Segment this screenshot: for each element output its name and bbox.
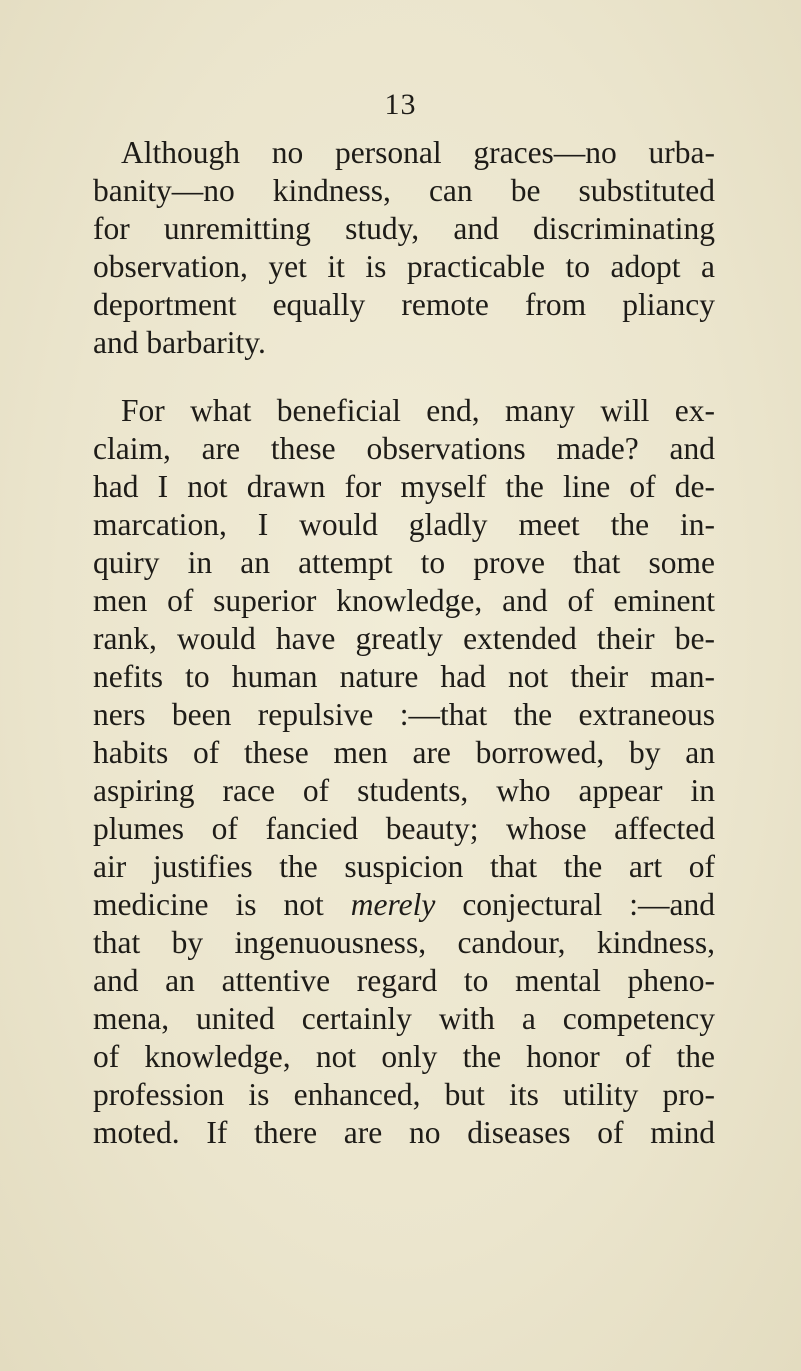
text-line: For what beneficial end, many will ex- [121, 393, 715, 428]
text-line: ners been repulsive :—that the extraneous [93, 697, 715, 732]
text-line: rank, would have greatly extended their be- [93, 621, 715, 656]
text-segment: medicine is not [93, 887, 351, 922]
text-line: and an attentive regard to mental pheno- [93, 963, 715, 998]
text-line: habits of these men are borrowed, by an [93, 735, 715, 770]
text-line: aspiring race of students, who appear in [93, 773, 715, 808]
paragraph-2 [93, 392, 715, 1152]
text-line-with-emphasis [93, 886, 715, 924]
text-line: nefits to human nature had not their man- [93, 659, 715, 694]
text-line: for unremitting study, and discriminating [93, 211, 715, 246]
text-line: claim, are these observations made? and [93, 431, 715, 466]
text-line: deportment equally remote from pliancy [93, 287, 715, 322]
text-line: marcation, I would gladly meet the in- [93, 507, 715, 542]
page-number: 13 [384, 88, 417, 121]
emphasized-word: merely [350, 887, 436, 922]
text-line: that by ingenuousness, candour, kindness, [93, 925, 715, 960]
text-line: moted. If there are no diseases of mind [93, 1115, 715, 1150]
paragraph-1 [93, 134, 715, 362]
text-line: profession is enhanced, but its utility pro- [93, 1077, 715, 1112]
text-line: air justifies the suspicion that the art of [93, 849, 715, 884]
text-line: plumes of fancied beauty; whose affected [93, 811, 715, 846]
text-line: had I not drawn for myself the line of de- [93, 469, 715, 504]
text-segment: conjectural :—and [435, 887, 715, 922]
text-line: observation, yet it is practicable to adopt a [93, 249, 715, 284]
text-line: men of superior knowledge, and of eminent [93, 583, 715, 618]
text-line: banity—no kindness, can be substituted [93, 173, 715, 208]
text-line: quiry in an attempt to prove that some [93, 545, 715, 580]
text-line: of knowledge, not only the honor of the [93, 1039, 715, 1074]
text-line: mena, united certainly with a competency [93, 1001, 715, 1036]
text-line: Although no personal graces—no urba- [121, 135, 715, 170]
text-line: and barbarity. [93, 325, 266, 360]
